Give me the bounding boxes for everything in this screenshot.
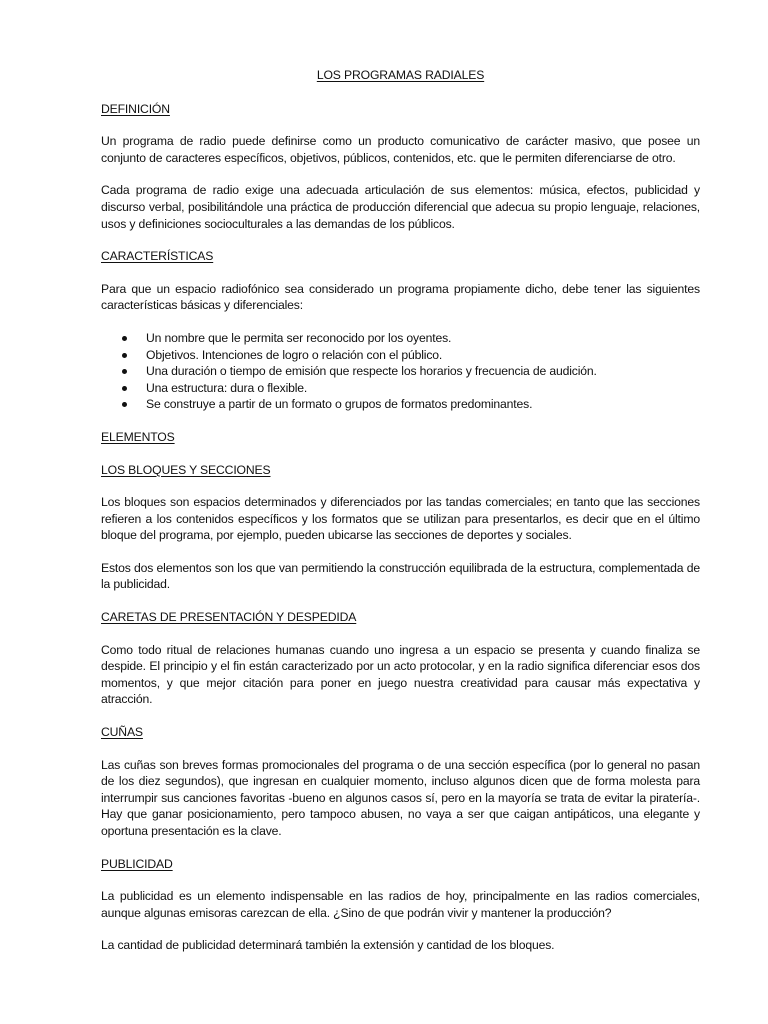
list-item: [101, 347, 700, 364]
paragraph: Como todo ritual de relaciones humanas cuando uno ingresa a un espacio se presenta y cuando finaliza se despide. El principio y el fin están caracterizado por un acto protocolar, y en la radio significa diferenciar esos dos momentos, y que mejor citación para poner en juego nuestra creatividad para causar más expectativa y atracción.: [101, 642, 700, 707]
list-item: [101, 396, 700, 413]
list-item: [101, 363, 700, 380]
section-heading-definicion: DEFINICIÓN: [101, 101, 170, 116]
section-heading-publicidad: PUBLICIDAD: [101, 856, 173, 871]
list-item: [101, 330, 700, 347]
list-item-text: Una estructura: dura o flexible.: [146, 380, 308, 395]
bullet-icon: [122, 402, 127, 407]
bullet-icon: [122, 386, 127, 391]
bullet-icon: [122, 353, 127, 358]
section-heading-cunas: CUÑAS: [101, 725, 143, 740]
paragraph: Las cuñas son breves formas promocionales del programa o de una sección específica (por lo general no pasan de los diez segundos), que ingresan en cualquier momento, incluso algunos dicen que de forma molesta para interrumpir sus canciones favoritas -bueno en algunos casos sí, pero en la mayoría se trata de evitar la piratería-. Hay que ganar posicionamiento, pero tampoco abusen, no vaya a ser que caigan antipáticos, una elegante y oportuna presentación es la clave.: [101, 757, 700, 838]
paragraph: La cantidad de publicidad determinará también la extensión y cantidad de los bloques.: [101, 938, 555, 953]
paragraph: La publicidad es un elemento indispensable en las radios de hoy, principalmente en las radios comerciales, aunque algunas emisoras carezcan de ella. ¿Sino de que podrán vivir y mantener la producción?: [101, 889, 700, 920]
paragraph: Estos dos elementos son los que van permitiendo la construcción equilibrada de la estructura, complementada de la publicidad.: [101, 560, 700, 592]
section-heading-elementos: ELEMENTOS: [101, 429, 175, 444]
paragraph: Los bloques son espacios determinados y diferenciados por las tandas comerciales; en tanto que las secciones refieren a los contenidos específicos y los formatos que se utilizan para presentarlos, es decir que en el último bloque del programa, por ejemplo, pueden ubicarse las secciones de deportes y sociales.: [101, 495, 700, 543]
document-title: LOS PROGRAMAS RADIALES: [316, 68, 485, 82]
bullet-icon: [122, 336, 127, 341]
list-item: [101, 380, 700, 397]
list-item-text: Objetivos. Intenciones de logro o relación con el público.: [146, 347, 443, 362]
section-heading-bloques-secciones: LOS BLOQUES Y SECCIONES: [101, 462, 271, 477]
paragraph: Cada programa de radio exige una adecuada articulación de sus elementos: música, efectos, publicidad y discurso verbal, posibilitándole una práctica de producción diferencial que adecua su propio lenguaje, relaciones, usos y definiciones socioculturales a las demandas de los públicos.: [101, 183, 700, 231]
section-heading-caretas: CARETAS DE PRESENTACIÓN Y DESPEDIDA: [101, 610, 357, 625]
document-page: [101, 67, 700, 970]
characteristics-list: [101, 330, 700, 413]
bullet-icon: [122, 369, 127, 374]
section-heading-caracteristicas: CARACTERÍSTICAS: [101, 249, 214, 264]
paragraph: Para que un espacio radiofónico sea considerado un programa propiamente dicho, debe tener las siguientes características básicas y diferenciales:: [101, 281, 700, 313]
list-item-text: Una duración o tiempo de emisión que respecte los horarios y frecuencia de audición.: [146, 364, 597, 379]
list-item-text: Un nombre que le permita ser reconocido por los oyentes.: [146, 330, 452, 345]
paragraph: Un programa de radio puede definirse como un producto comunicativo de carácter masivo, que posee un conjunto de caracteres específicos, objetivos, públicos, contenidos, etc. que le permiten diferenciarse de otro.: [101, 134, 700, 165]
list-item-text: Se construye a partir de un formato o grupos de formatos predominantes.: [146, 397, 533, 412]
